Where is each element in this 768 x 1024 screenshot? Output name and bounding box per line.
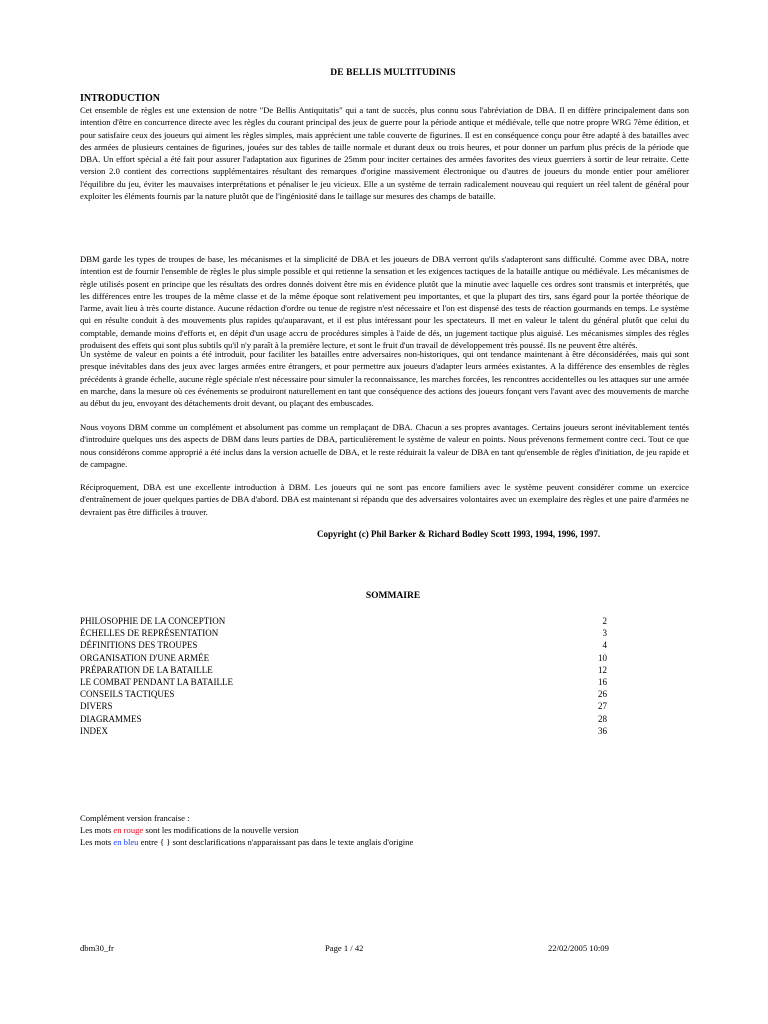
toc-entry[interactable]	[80, 688, 607, 700]
toc-label: INDEX	[80, 725, 108, 736]
notes-text: sont les modifications de la nouvelle version	[143, 825, 299, 836]
toc-label: DIAGRAMMES	[80, 713, 142, 724]
paragraph: Nous voyons DBM comme un complément et absolument pas comme un remplaçant de DBA. Chacun a ses propres avantages. Certains joueurs seront inévitablement tentés d'introduire quelques uns des aspects de DBM dans leurs parties de DBA, particulièrement le système de valeur en points. Nous prévenons fermement contre ceci. Tout ce que nous considérons comme approprié a été inclus dans la version actuelle de DBA, et le reste réduirait la valeur de DBA en tant qu'ensemble de règles d'initiation, de jeu rapide et de campagne.	[80, 422, 689, 469]
toc-page-number: 36	[598, 725, 607, 736]
sommaire-heading: SOMMAIRE	[365, 591, 421, 601]
toc-label: PRÉPARATION DE LA BATAILLE	[80, 664, 213, 675]
toc-label: CONSEILS TACTIQUES	[80, 689, 175, 700]
notes-text: Les mots	[80, 825, 114, 836]
toc-entry[interactable]	[80, 713, 607, 725]
notes-text: entre { } sont desclarifications n'apparaissant pas dans le texte anglais d'origine	[138, 837, 414, 848]
toc-page-number: 10	[598, 652, 607, 663]
notes-intro: Complément version francaise :	[80, 813, 190, 823]
toc-entry[interactable]	[80, 676, 607, 688]
toc-page-number: 12	[598, 664, 607, 675]
toc-entry[interactable]	[80, 639, 607, 651]
paragraph: Cet ensemble de règles est une extension de notre "De Bellis Antiquitatis" qui a tant de succès, plus connu sous l'abréviation de DBA. Il en diffère principalement dans son intention d'être en concurrence directe avec les règles du courant principal des jeux de guerre pour la période antique et médiévale, telle que notre propre WRG 7ème édition, et pour satisfaire ceux des joueurs qui aiment les règles simples, mais apprécient une table couverte de figurines. Il est en conséquence conçu pour être adapté à des batailles avec des armées de plusieurs centaines de figurines, jouées sur des tables de taille normale et durant deux ou trois heures, et pour donner un parfum plus précis de la période que DBA. Un effort spécial a été fait pour assurer l'adaptation aux figurines de 25mm pour inciter certaines des armées favorites des vieux guerriers à sortir de leur retraite. Cette version 2.0 contient des corrections supplémentaires résultant des remarques d'origine massivement électronique ou d'autres de joueurs du monde entier pour améliorer l'équilibre du jeu, éviter les mauvaises interprétations et pénaliser le jeu vicieux. Elle a un système de terrain radicalement nouveau qui requiert un réel talent de général pour exploiter les éléments fournis par la nature plutôt que de l'ingéniosité dans le taillage sur mesures des champs de bataille.	[80, 105, 689, 202]
notes-red-legend	[80, 824, 413, 836]
toc-page-number: 4	[602, 640, 607, 651]
toc-label: LE COMBAT PENDANT LA BATAILLE	[80, 677, 233, 688]
document-title: DE BELLIS MULTITUDINIS	[330, 68, 456, 78]
toc-page-number: 28	[598, 713, 607, 724]
toc-page-number: 2	[602, 616, 607, 626]
toc-label: DIVERS	[80, 701, 113, 712]
notes-text: Les mots	[80, 837, 114, 848]
paragraph: Un système de valeur en points a été introduit, pour faciliter les batailles entre adversaires non-historiques, qui ont tendance maintenant à être déconsidérées, mais qui sont presque inévitables dans des jeux avec larges armées entre étrangers, et pour permettre aux joueurs d'adapter leurs armées existantes. A la différence des ensembles de règles précédents à grande échelle, aucune règle spéciale n'est nécessaire pour simuler la reconnaissance, les marches forcées, les rencontres accidentelles ou les attaques sur une armée en marche, dans la mesure où ces événements se produiront naturellement en tant que conséquence des actions des joueurs fonçant vers l'avant avec des mouvements de marche au début du jeu, envoyant des détachements droit devant, ou plaçant des embuscades.	[80, 349, 689, 409]
toc-page-number: 26	[598, 689, 607, 700]
footer-date: 22/02/2005 10:09	[548, 943, 609, 953]
paragraph: DBM garde les types de troupes de base, les mécanismes et la simplicité de DBA et les joueurs de DBA verront qu'ils s'adapteront sans difficulté. Comme avec DBA, notre intention est de fournir l'ensemble de règles le plus simple possible et qui retienne la sensation et les exigences tactiques de la bataille antique ou médiévale. Les mécanismes de règle utilisés posent en principe que les résultats des ordres donnés doivent être mis en évidence plutôt que la minutie avec laquelle ces ordres sont transmis et interprétés, que les différences entre les troupes de la même classe et de la même époque sont relativement peu importantes, et que la plupart des tirs, sans égard pour la portée théorique de l'arme, avait lieu à très courte distance. Aucune rédaction d'ordre ou tenue de registre n'est nécessaire et l'on est dispensé des tests de réaction gourmands en temps. Le système qui en résulte conduit à des mouvements plus rapides qu'auparavant, et il est plus intéressant pour les spectateurs. Il met en valeur le talent du général plutôt que celui du comptable, demande moins d'efforts et, en dépit d'un usage accru de procédures simples à l'aide de dés, un jugement tactique plus aiguisé. Les mécanismes simples des règles produisent des effets qui sont plus subtils qu'il n'y paraît à la première lecture, et sont le fruit d'un travail de développement très poussé. Ils ne peuvent être altérés.	[80, 254, 689, 351]
toc-label: PHILOSOPHIE DE LA CONCEPTION	[80, 616, 226, 626]
footer-page-number: Page 1 / 42	[325, 943, 364, 953]
french-version-notes	[80, 812, 413, 849]
introduction-heading: INTRODUCTION	[80, 93, 161, 104]
toc-entry[interactable]	[80, 652, 607, 664]
toc-label: DÉFINITIONS DES TROUPES	[80, 640, 198, 651]
toc-page-number: 16	[598, 677, 607, 688]
red-words-sample: en rouge	[113, 825, 144, 836]
toc-label: ÉCHELLES DE REPRÉSENTATION	[80, 628, 219, 639]
copyright-notice: Copyright (c) Phil Barker & Richard Bodley Scott 1993, 1994, 1996, 1997.	[317, 529, 601, 539]
toc-entry[interactable]	[80, 700, 607, 712]
toc-entry[interactable]	[80, 615, 607, 627]
footer-filename: dbm30_fr	[80, 943, 114, 953]
toc-page-number: 27	[598, 701, 607, 712]
toc-entry[interactable]	[80, 725, 607, 737]
table-of-contents	[80, 615, 607, 737]
blue-words-sample: en bleu	[113, 837, 139, 848]
paragraph: Réciproquement, DBA est une excellente introduction à DBM. Les joueurs qui ne sont pas encore familiers avec le système peuvent considérer comme un exercice d'entraînement de jouer quelques parties de DBA d'abord. DBA est maintenant si répandu que des adversaires volontaires avec un exemplaire des règles et une paire d'armées ne devraient pas être difficiles à trouver.	[80, 482, 689, 517]
toc-entry[interactable]	[80, 664, 607, 676]
toc-page-number: 3	[602, 628, 607, 639]
toc-entry[interactable]	[80, 627, 607, 639]
toc-label: ORGANISATION D'UNE ARMÉE	[80, 652, 210, 663]
notes-blue-legend	[80, 836, 413, 848]
